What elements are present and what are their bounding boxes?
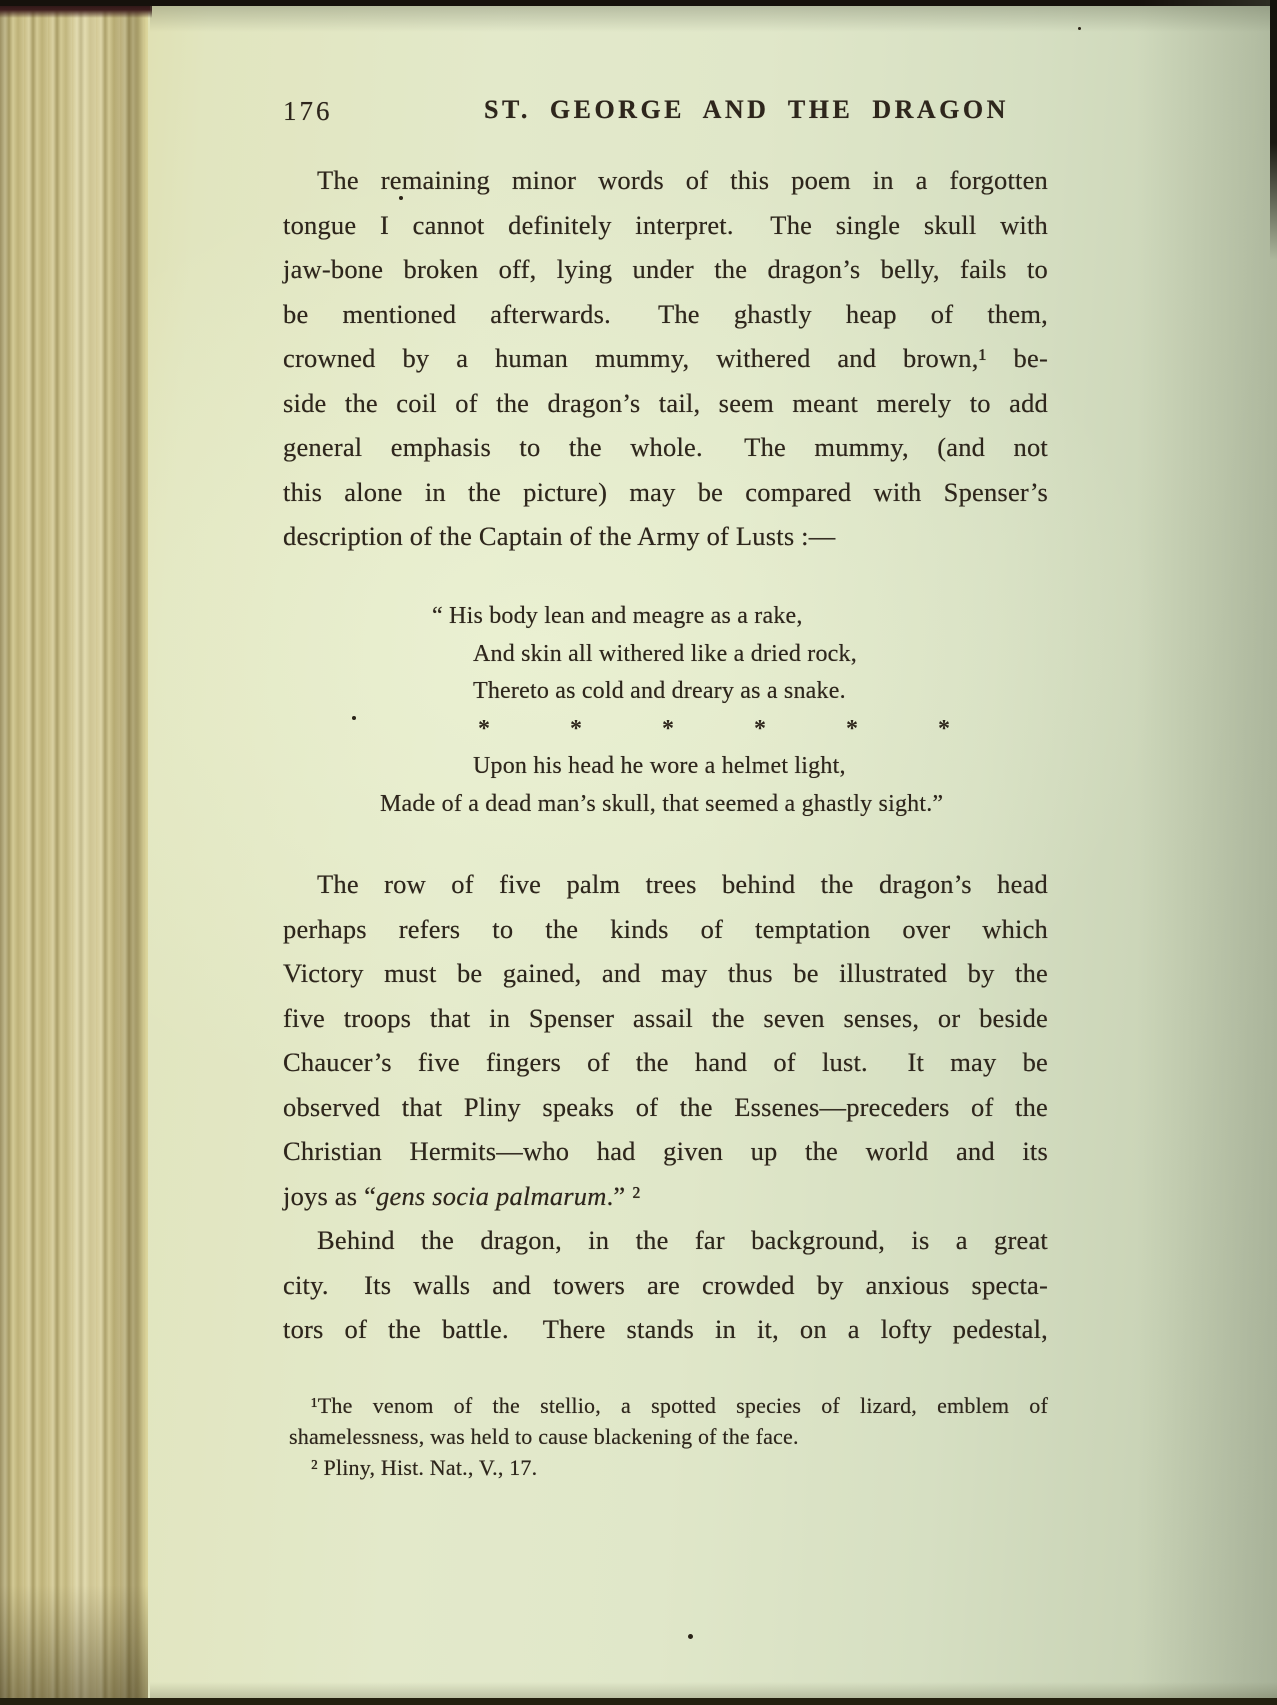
page-right-shadow xyxy=(1137,0,1277,1705)
text-line: description of the Captain of the Army of Lusts :— xyxy=(283,521,836,551)
text-line: observed that Pliny speaks of the Essenes—preceders of the xyxy=(283,1091,1048,1122)
text-line: this alone in the picture) may be compared with Spenser’s xyxy=(283,476,1048,507)
text-line: The remaining minor words of this poem in a forgotten xyxy=(317,165,1048,195)
asterisk-icon: * xyxy=(570,715,582,742)
text-line: Chaucer’s five fingers of the hand of lust. It may be xyxy=(283,1047,1048,1077)
asterisk-icon: * xyxy=(478,715,490,742)
text-line: Made of a dead man’s skull, that seemed a ghastly sight.” xyxy=(380,790,944,817)
page-top-shadow xyxy=(150,6,1277,32)
text-line: Upon his head he wore a helmet light, xyxy=(473,753,846,779)
text-line: tongue I cannot definitely interpret. The single skull with xyxy=(283,209,1048,240)
running-header: ST. GEORGE AND THE DRAGON xyxy=(484,95,1009,124)
text-line: tors of the battle. There stands in it, on a lofty pedestal, xyxy=(283,1314,1048,1344)
asterisk-icon: * xyxy=(662,715,674,742)
text-line: Victory must be gained, and may thus be illustrated by the xyxy=(283,958,1048,988)
text-line: Behind the dragon, in the far background, is a great xyxy=(317,1225,1048,1255)
text-line: “ His body lean and meagre as a rake, xyxy=(432,603,803,629)
ink-speck xyxy=(688,1634,693,1639)
latin-phrase-italic: gens socia palmarum xyxy=(376,1180,607,1211)
asterisk-icon: * xyxy=(846,715,858,742)
text-line: be mentioned afterwards. The ghastly heap of them, xyxy=(283,298,1048,329)
paragraph-1 xyxy=(283,158,1048,559)
ink-speck xyxy=(1078,27,1081,30)
page-bottom-shadow xyxy=(150,1682,1277,1698)
footnote-line: ¹The venom of the stellio, a spotted species of lizard, emblem of xyxy=(311,1393,1048,1418)
book-spine-page-edges xyxy=(0,0,148,1705)
page-number: 176 xyxy=(283,96,333,126)
text-line: crowned by a human mummy, withered and brown,¹ be- xyxy=(283,343,1048,373)
text-line: side the coil of the dragon’s tail, seem meant merely to add xyxy=(283,387,1048,418)
spine-bottom-shadow xyxy=(0,1585,148,1705)
text-line xyxy=(283,1174,1048,1219)
text-line: general emphasis to the whole. The mummy, (and not xyxy=(283,432,1048,462)
text-line: Thereto as cold and dreary as a snake. xyxy=(473,678,846,704)
text-line: jaw-bone broken off, lying under the dragon’s belly, fails to xyxy=(283,254,1048,284)
ink-speck xyxy=(399,196,403,200)
text-line: five troops that in Spenser assail the seven senses, or beside xyxy=(283,1002,1048,1033)
paragraph-2 xyxy=(283,862,1048,1218)
footnote-line: ² Pliny, Hist. Nat., V., 17. xyxy=(311,1455,538,1480)
book-right-edge xyxy=(1270,0,1277,260)
spenser-quotation xyxy=(283,598,1048,823)
text-line: Christian Hermits—who had given up the world and its xyxy=(283,1136,1048,1166)
asterisk-icon: * xyxy=(938,715,950,742)
paragraph-3 xyxy=(283,1218,1048,1352)
text-segment: .” ² xyxy=(606,1180,641,1211)
book-bottom-edge xyxy=(0,1698,1277,1705)
asterisk-icon: * xyxy=(754,715,766,742)
ink-speck xyxy=(352,716,356,720)
footnotes xyxy=(283,1390,1048,1483)
text-line: The row of five palm trees behind the dragon’s head xyxy=(317,869,1048,899)
text-line: And skin all withered like a dried rock, xyxy=(473,640,857,667)
text-line: city. Its walls and towers are crowded by anxious specta- xyxy=(283,1269,1048,1300)
text-line: perhaps refers to the kinds of temptation over which xyxy=(283,913,1048,944)
asterisk-separator xyxy=(478,711,950,749)
footnote-line: shamelessness, was held to cause blackening of the face. xyxy=(289,1424,799,1449)
text-segment: joys as “ xyxy=(283,1180,377,1211)
